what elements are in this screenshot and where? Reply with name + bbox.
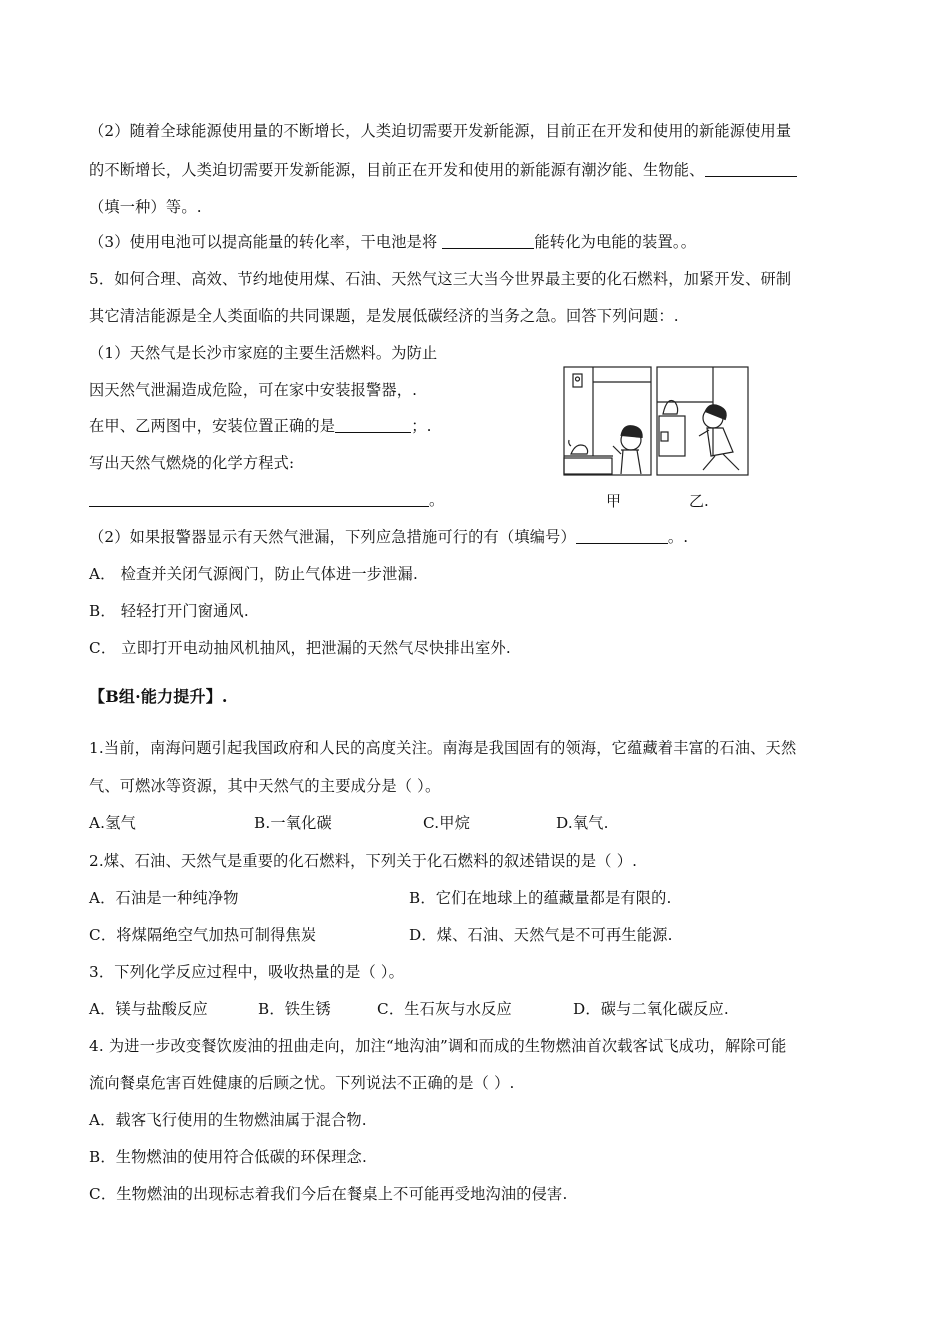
q5-1-line3-suffix: ；. xyxy=(411,417,432,435)
q4-3-prefix: （3）使用电池可以提高能量的转化率，干电池是将 xyxy=(89,233,443,251)
q5-1-line3-prefix: 在甲、乙两图中，安装位置正确的是 xyxy=(89,417,336,435)
q5-1-line2: 因天然气泄漏造成危险，可在家中安装报警器，. xyxy=(89,381,418,399)
q4-2-line1: （2）随着全球能源使用量的不断增长，人类迫切需要开发新能源，目前正在开发和使用的新能源使用量 xyxy=(89,122,792,140)
q5-1-line1: （1）天然气是长沙市家庭的主要生活燃料。为防止 xyxy=(89,344,438,362)
group-b-heading: 【B组·能力提升】. xyxy=(89,687,228,706)
scene-a xyxy=(564,367,651,475)
q5-stem-line2: 其它清洁能源是全人类面临的共同课题，是发展低碳经济的当务之急。回答下列问题：. xyxy=(89,307,679,325)
q4-2-line3: （填一种）等。. xyxy=(89,198,202,216)
figure-caption-b: 乙. xyxy=(689,492,709,510)
answer-blank[interactable] xyxy=(442,234,534,249)
q4-3-suffix: 能转化为电能的装置。。 xyxy=(534,233,697,251)
scene-b xyxy=(657,367,748,475)
answer-blank[interactable] xyxy=(335,418,411,433)
b-q4-option-c[interactable]: C．生物燃油的出现标志着我们今后在餐桌上不可能再受地沟油的侵害. xyxy=(89,1185,568,1203)
b-q3-option-c[interactable]: C．生石灰与水反应 xyxy=(377,1000,512,1018)
q5-2-option-c: C． 立即打开电动抽风机抽风，把泄漏的天然气尽快排出室外. xyxy=(89,639,511,657)
b-q2-stem: 2.煤、石油、天然气是重要的化石燃料，下列关于化石燃料的叙述错误的是（ ）. xyxy=(89,852,638,870)
b-q1-line1: 1.当前，南海问题引起我国政府和人民的高度关注。南海是我国固有的领海，它蕴藏着丰富的石油、天然 xyxy=(89,739,797,757)
b-q3-option-a[interactable]: A．镁与盐酸反应 xyxy=(89,1000,208,1018)
kitchen-alarm-figure xyxy=(563,366,749,476)
b-q1-option-b[interactable]: B.一氧化碳 xyxy=(254,814,332,832)
q5-1-line5-suffix: 。 xyxy=(429,491,445,509)
q5-1-line5 xyxy=(89,490,444,510)
b-q3-stem: 3．下列化学反应过程中，吸收热量的是（ ）。 xyxy=(89,963,405,981)
b-q2-option-a[interactable]: A．石油是一种纯净物 xyxy=(89,889,239,907)
answer-blank[interactable] xyxy=(705,162,797,177)
q5-1-line4: 写出天然气燃烧的化学方程式: xyxy=(89,454,295,472)
b-q3-option-d[interactable]: D．碳与二氧化碳反应. xyxy=(573,1000,729,1018)
b-q1-option-c[interactable]: C.甲烷 xyxy=(423,814,471,832)
b-q2-option-c[interactable]: C．将煤隔绝空气加热可制得焦炭 xyxy=(89,926,317,944)
q5-2-option-a: A． 检查并关闭气源阀门，防止气体进一步泄漏. xyxy=(89,565,418,583)
b-q4-line2: 流向餐桌危害百姓健康的后顾之忧。下列说法不正确的是（ ）. xyxy=(89,1074,515,1092)
b-q2-option-b[interactable]: B．它们在地球上的蕴藏量都是有限的. xyxy=(409,889,672,907)
b-q1-option-d[interactable]: D.氧气. xyxy=(556,814,609,832)
q4-3-line xyxy=(89,232,696,252)
q5-1-line3 xyxy=(89,416,432,436)
b-q1-line2: 气、可燃冰等资源，其中天然气的主要成分是（ ）。 xyxy=(89,777,441,795)
b-q4-option-a[interactable]: A．载客飞行使用的生物燃油属于混合物. xyxy=(89,1111,367,1129)
q5-2-option-b: B． 轻轻打开门窗通风. xyxy=(89,602,249,620)
answer-blank[interactable] xyxy=(576,529,668,544)
b-q1-option-a[interactable]: A.氢气 xyxy=(89,814,136,832)
q4-2-line2 xyxy=(89,160,797,180)
figure-caption-a: 甲 xyxy=(606,492,622,510)
kitchen-scenes-illustration xyxy=(563,366,749,476)
b-q3-option-b[interactable]: B．铁生锈 xyxy=(258,1000,331,1018)
b-q4-option-b[interactable]: B．生物燃油的使用符合低碳的环保理念. xyxy=(89,1148,367,1166)
q5-2-suffix: 。. xyxy=(667,528,689,546)
equation-blank[interactable] xyxy=(89,492,429,507)
b-q4-line1: 4. 为进一步改变餐饮废油的扭曲走向，加注“地沟油”调和而成的生物燃油首次载客试飞成功，解除可能 xyxy=(89,1037,787,1055)
q5-2-stem xyxy=(89,527,688,547)
alarm-device-b xyxy=(661,432,668,441)
q4-2-line2-text: 的不断增长，人类迫切需要开发新能源，目前正在开发和使用的新能源有潮汐能、生物能、 xyxy=(89,161,705,179)
q5-stem-line1: 5．如何合理、高效、节约地使用煤、石油、天然气这三大当今世界最主要的化石燃料，加紧开发、研制 xyxy=(89,270,792,288)
q5-2-prefix: （2）如果报警器显示有天然气泄漏，下列应急措施可行的有（填编号） xyxy=(89,528,576,546)
b-q2-option-d[interactable]: D．煤、石油、天然气是不可再生能源. xyxy=(409,926,673,944)
